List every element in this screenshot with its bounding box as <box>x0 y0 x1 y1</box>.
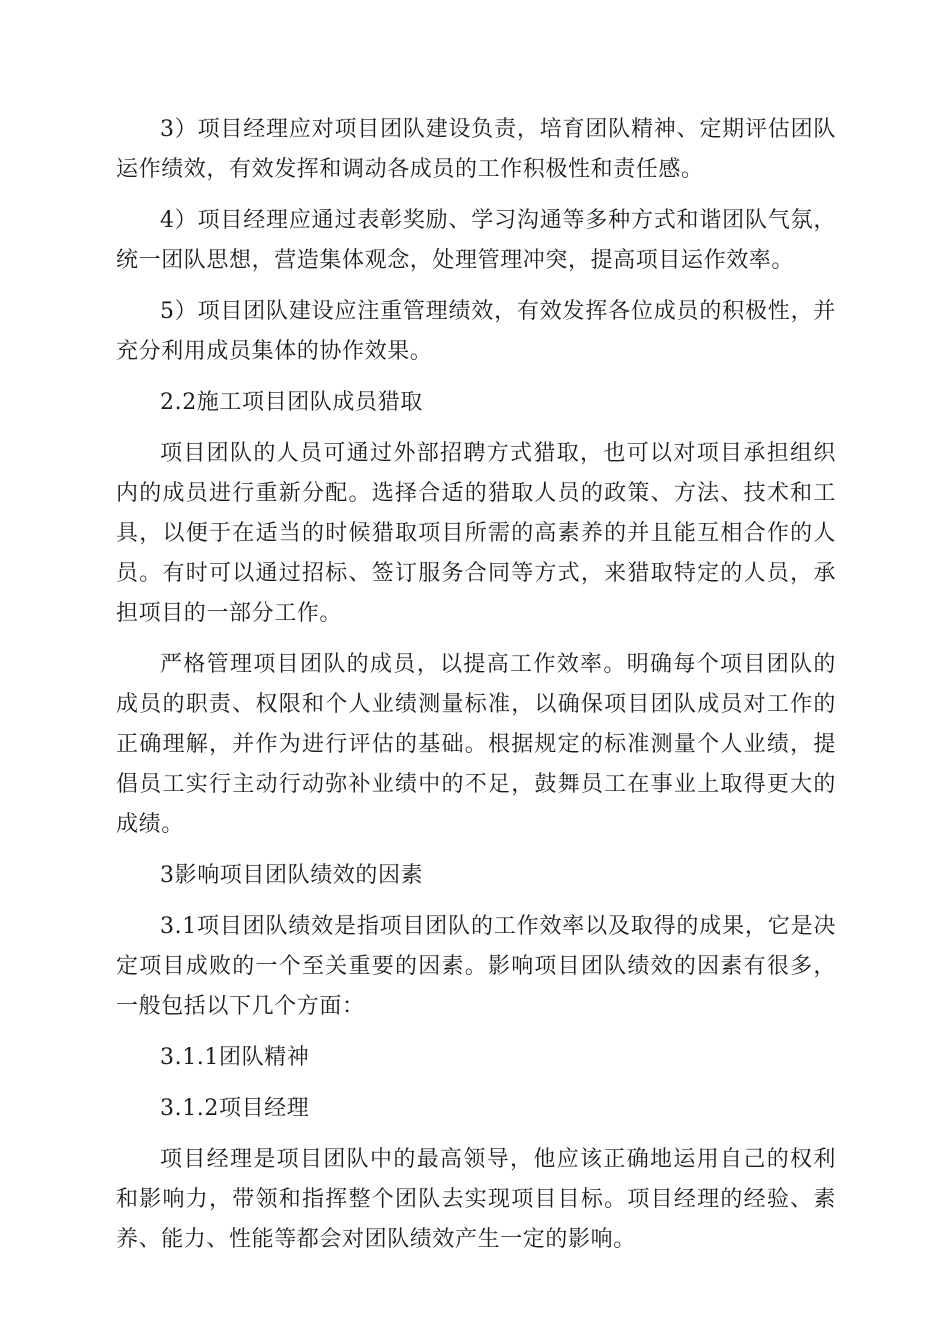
paragraph-item-5: 5）项目团队建设应注重管理绩效，有效发挥各位成员的积极性，并充分利用成员集体的协作效果。 <box>116 299 836 364</box>
section-heading-2-2: 2.2施工项目团队成员猎取 <box>160 390 423 415</box>
paragraph-project-manager: 项目经理是项目团队中的最高领导，他应该正确地运用自己的权利和影响力，带领和指挥整个团队去实现项目目标。项目经理的经验、素养、能力、性能等都会对团队绩效产生一定的影响。 <box>116 1147 836 1252</box>
subsection-heading-3-1-2: 3.1.2项目经理 <box>160 1096 310 1121</box>
paragraph-item-3: 3）项目经理应对项目团队建设负责，培育团队精神、定期评估团队运作绩效，有效发挥和调动各成员的工作积极性和责任感。 <box>116 117 836 182</box>
section-heading-3: 3影响项目团队绩效的因素 <box>160 863 424 888</box>
paragraph-member-management: 严格管理项目团队的成员，以提高工作效率。明确每个项目团队的成员的职责、权限和个人业绩测量标准，以确保项目团队成员对工作的正确理解，并作为进行评估的基础。根据规定的标准测量个人业绩，提倡员工实行主动行动弥补业绩中的不足，鼓舞员工在事业上取得更大的成绩。 <box>116 652 836 837</box>
paragraph-3-1: 3.1项目团队绩效是指项目团队的工作效率以及取得的成果，它是决定项目成败的一个至关重要的因素。影响项目团队绩效的因素有很多，一般包括以下几个方面： <box>116 914 836 1019</box>
document-body <box>116 110 836 1271</box>
subsection-heading-3-1-1: 3.1.1团队精神 <box>160 1045 310 1070</box>
paragraph-item-4: 4）项目经理应通过表彰奖励、学习沟通等多种方式和谐团队气氛，统一团队思想，营造集体观念，处理管理冲突，提高项目运作效率。 <box>116 208 836 273</box>
paragraph-recruitment: 项目团队的人员可通过外部招聘方式猎取，也可以对项目承担组织内的成员进行重新分配。选择合适的猎取人员的政策、方法、技术和工具，以便于在适当的时候猎取项目所需的高素养的并且能互相合作的人员。有时可以通过招标、签订服务合同等方式，来猎取特定的人员，承担项目的一部分工作。 <box>116 441 836 626</box>
